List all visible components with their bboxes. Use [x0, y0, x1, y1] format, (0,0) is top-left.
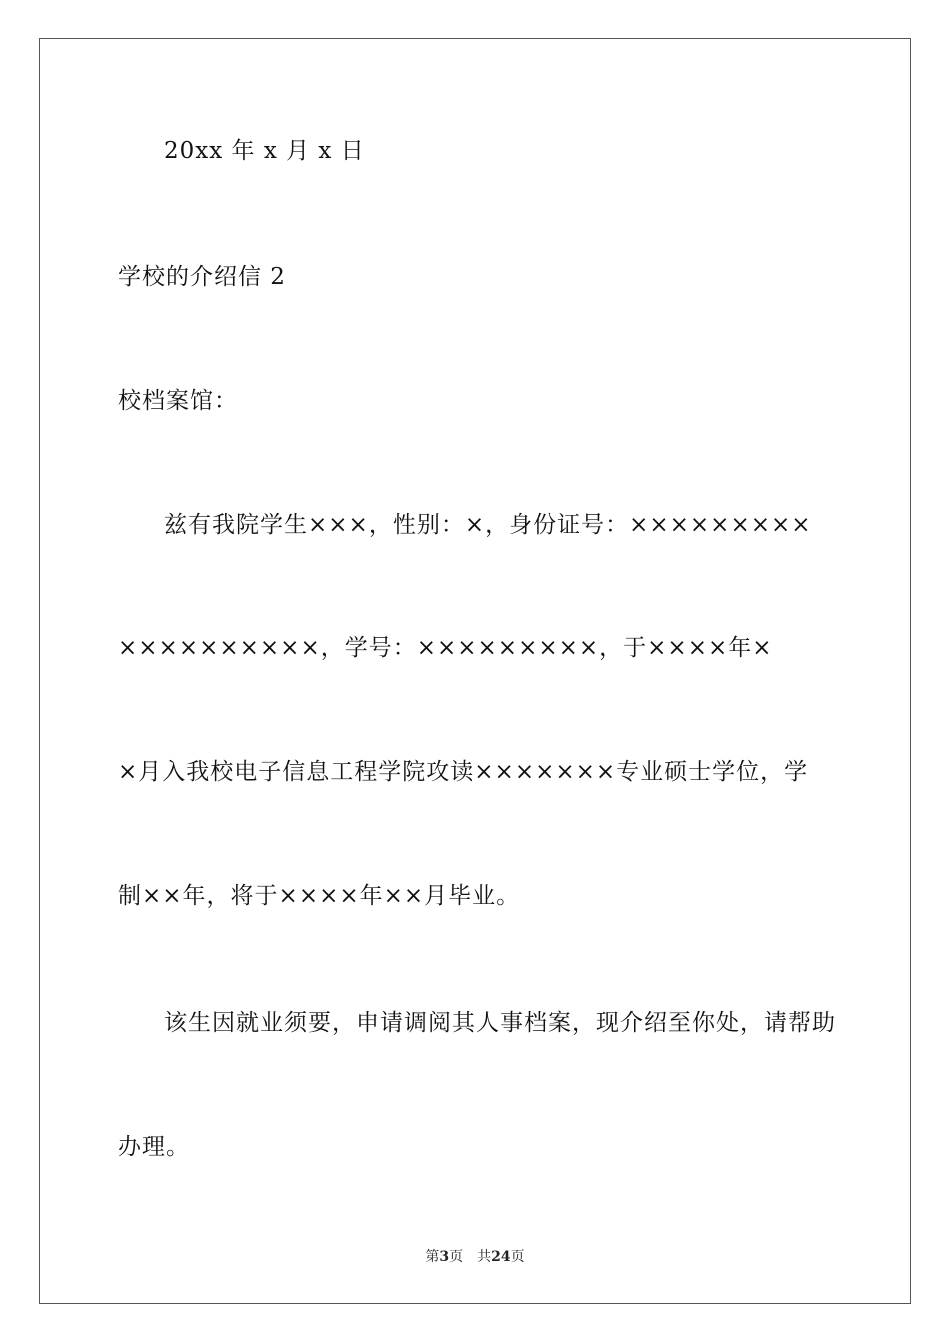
page-total: 24	[491, 1249, 511, 1265]
page-footer	[0, 1248, 950, 1266]
paragraph1-line3: ×月入我校电子信息工程学院攻读×××××××专业硕士学位，学	[118, 759, 809, 785]
page-frame	[39, 38, 911, 1304]
salutation: 校档案馆：	[118, 388, 238, 414]
paragraph1-line4: 制××年，将于××××年××月毕业。	[118, 883, 521, 909]
letter-heading: 学校的介绍信 2	[118, 264, 286, 290]
paragraph1-line2: ××××××××××，学号：×××××××××，于××××年×	[118, 635, 773, 661]
page-suffix: 页	[449, 1249, 464, 1265]
paragraph2-line1: 该生因就业须要，申请调阅其人事档案，现介绍至你处，请帮助	[164, 1010, 836, 1036]
total-suffix: 页	[510, 1249, 525, 1265]
date-line: 20xx 年 x 月 x 日	[164, 138, 365, 164]
total-prefix: 共	[477, 1249, 492, 1265]
paragraph2-line2: 办理。	[118, 1134, 190, 1160]
page-current: 3	[439, 1249, 450, 1265]
paragraph1-line1: 兹有我院学生×××，性别：×，身份证号：×××××××××	[164, 512, 812, 538]
page-prefix: 第	[425, 1249, 440, 1265]
